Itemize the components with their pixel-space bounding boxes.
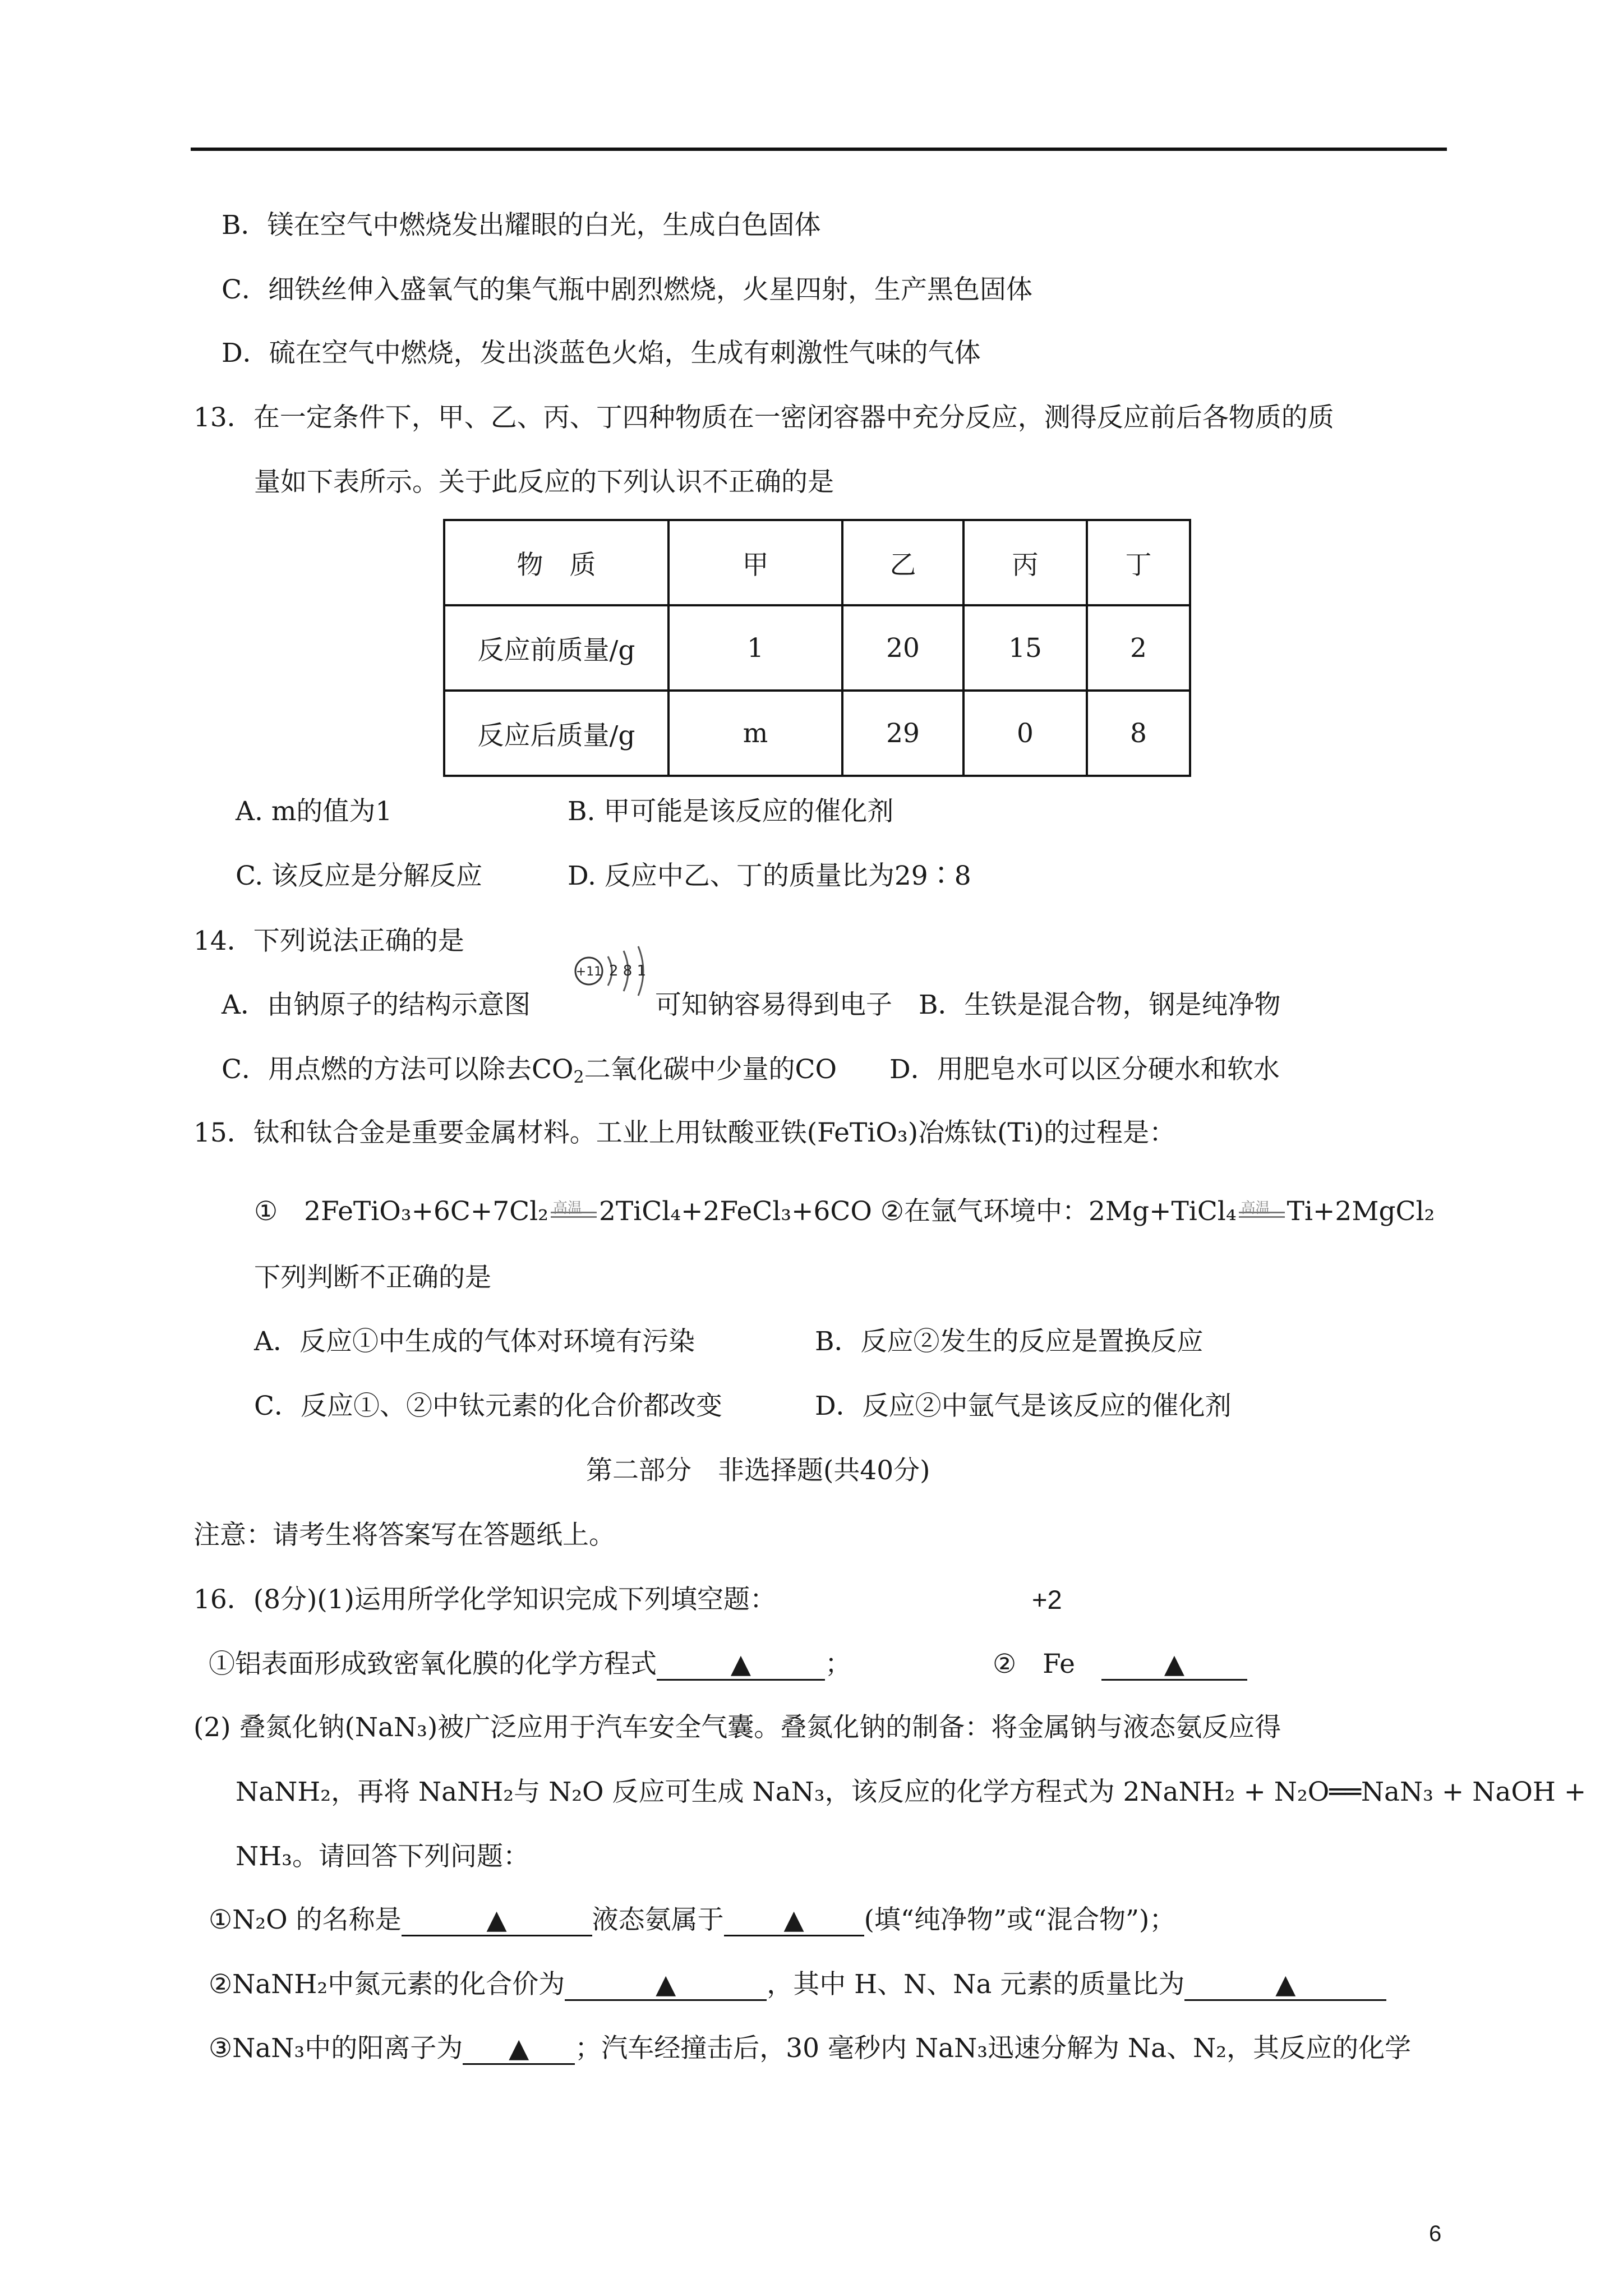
- q12-option-c: C．细铁丝伸入盛氧气的集气瓶中剧烈燃烧，火星四射，生产黑色固体: [222, 274, 1032, 305]
- answer-blank[interactable]: ▲: [1101, 1650, 1247, 1681]
- q12-option-b: B．镁在空气中燃烧发出耀眼的白光，生成白色固体: [222, 210, 821, 241]
- answer-blank[interactable]: ▲: [402, 1906, 592, 1936]
- q16-1-line2: [209, 1648, 851, 1681]
- table-cell: 反应前质量/g: [444, 605, 668, 691]
- q15-option-b: B．反应②发生的反应是置换反应: [815, 1326, 1204, 1357]
- high-temp-condition-sign: [548, 1195, 599, 1228]
- answer-blank[interactable]: ▲: [724, 1906, 864, 1936]
- condition-label: 高温: [1241, 1200, 1270, 1217]
- q14-option-a-suffix: 可知钠容易得到电子 B．生铁是混合物，钢是纯净物: [655, 990, 1281, 1020]
- q16-2-sub1: [209, 1903, 1175, 1937]
- sodium-atom-diagram: [572, 934, 662, 1007]
- q14-option-a-prefix: A．由钠原子的结构示意图: [222, 990, 531, 1020]
- q12-option-d: D．硫在空气中燃烧，发出淡蓝色火焰，生成有刺激性气味的气体: [222, 338, 981, 369]
- liquid-ammonia-prompt: 液态氨属于: [592, 1904, 724, 1935]
- table-header-row: [444, 520, 1190, 605]
- equation-part-3: Ti+2MgCl₂: [1287, 1196, 1435, 1227]
- answer-blank[interactable]: ▲: [565, 1970, 767, 2001]
- condition-label: 高温: [553, 1200, 583, 1217]
- table-cell: 20: [842, 605, 963, 691]
- atom-shell-electrons: 2 8 1: [609, 963, 647, 979]
- q13-option-a: A. m的值为1: [236, 796, 393, 827]
- q16-2-line5: NH₃。请回答下列问题：: [236, 1841, 529, 1872]
- table-cell: 0: [963, 691, 1087, 776]
- header-rule: [191, 148, 1447, 151]
- equation-part-1: ① 2FeTiO₃+6C+7Cl₂: [254, 1196, 549, 1227]
- q16-1-fe: [993, 1648, 1247, 1681]
- page-number: 6: [1429, 2221, 1442, 2246]
- table-cell: 丁: [1087, 520, 1190, 605]
- q13-stem-line2: 量如下表所示。关于此反应的下列认识不正确的是: [254, 467, 834, 498]
- mass-ratio-prompt: ，其中 H、N、Na 元素的质量比为: [767, 1969, 1185, 2000]
- q16-1-prompt: ①铝表面形成致密氧化膜的化学方程式: [209, 1649, 657, 1680]
- q15-equations: [254, 1195, 1435, 1228]
- q13-option-c: C. 该反应是分解反应: [236, 861, 483, 891]
- valence-plus2: +2: [1032, 1585, 1062, 1614]
- q16-1-semicolon: ；: [825, 1649, 851, 1680]
- q15-option-a: A．反应①中生成的气体对环境有污染: [254, 1326, 695, 1357]
- q13-option-b: B. 甲可能是该反应的催化剂: [568, 796, 894, 827]
- table-cell: 丙: [963, 520, 1087, 605]
- q14-c-subscript: 2: [573, 1068, 584, 1087]
- q16-line1: 16．(8分)(1)运用所学化学知识完成下列填空题：: [193, 1584, 776, 1615]
- equation-part-2: 2TiCl₄+2FeCl₃+6CO ②在氩气环境中：2Mg+TiCl₄: [599, 1196, 1237, 1227]
- q14-stem: 14．下列说法正确的是: [193, 926, 464, 956]
- answer-blank[interactable]: ▲: [657, 1650, 825, 1681]
- table-cell: m: [668, 691, 842, 776]
- table-cell: 1: [668, 605, 842, 691]
- table-cell: 15: [963, 605, 1087, 691]
- q16-2-sub2: [209, 1968, 1386, 2001]
- table-cell: 8: [1087, 691, 1190, 776]
- q14-option-c: [222, 1053, 1280, 1094]
- fill-hint: (填“纯净物”或“混合物”)；: [864, 1904, 1176, 1935]
- q16-2-line3: (2) 叠氮化钠(NaN₃)被广泛应用于汽车安全气囊。叠氮化钠的制备：将金属钠与液态氨反应得: [193, 1712, 1281, 1743]
- table-cell: 物 质: [444, 520, 668, 605]
- decomposition-prompt: ；汽车经撞击后，30 毫秒内 NaN₃迅速分解为 Na、N₂，其反应的化学: [575, 2033, 1412, 2064]
- high-temp-condition-sign: [1237, 1195, 1287, 1228]
- table-cell: 甲: [668, 520, 842, 605]
- q16-2-line4: NaNH₂，再将 NaNH₂与 N₂O 反应可生成 NaN₃，该反应的化学方程式为 2NaNH₂ + N₂O══NaN₃ + NaOH +: [236, 1777, 1587, 1807]
- table-cell: 反应后质量/g: [444, 691, 668, 776]
- table-row: [444, 691, 1190, 776]
- q15-option-d: D．反应②中氩气是该反应的催化剂: [815, 1391, 1232, 1421]
- cation-prompt: ③NaN₃中的阳离子为: [209, 2033, 463, 2064]
- answer-blank[interactable]: ▲: [1184, 1970, 1386, 2001]
- atom-nucleus-label: +11: [575, 965, 602, 979]
- table-cell: 29: [842, 691, 963, 776]
- nitrogen-valence-prompt: ②NaNH₂中氮元素的化合价为: [209, 1969, 565, 2000]
- part2-note: 注意：请考生将答案写在答题纸上。: [193, 1520, 615, 1550]
- part2-title: 第二部分 非选择题(共40分): [586, 1455, 930, 1486]
- q16-2-sub3: [209, 2032, 1411, 2065]
- n2o-name-prompt: ①N₂O 的名称是: [209, 1904, 402, 1935]
- q14-c-suffix: 二氧化碳中少量的CO D．用肥皂水可以区分硬水和软水: [584, 1054, 1280, 1085]
- table-cell: 乙: [842, 520, 963, 605]
- q14-c-prefix: C．用点燃的方法可以除去CO: [222, 1054, 574, 1085]
- mass-table: [443, 519, 1191, 777]
- table-cell: 2: [1087, 605, 1190, 691]
- answer-blank[interactable]: ▲: [463, 2034, 575, 2065]
- q16-fe-label: ② Fe: [993, 1649, 1075, 1680]
- q15-judge: 下列判断不正确的是: [254, 1262, 491, 1293]
- q13-stem-line1: 13．在一定条件下，甲、乙、丙、丁四种物质在一密闭容器中充分反应，测得反应前后各物质的质: [193, 402, 1334, 433]
- q15-option-c: C．反应①、②中钛元素的化合价都改变: [254, 1391, 722, 1421]
- q15-stem: 15．钛和钛合金是重要金属材料。工业上用钛酸亚铁(FeTiO₃)冶炼钛(Ti)的过程是：: [193, 1117, 1176, 1148]
- table-row: [444, 605, 1190, 691]
- q13-option-d: D. 反应中乙、丁的质量比为29∶8: [568, 861, 971, 891]
